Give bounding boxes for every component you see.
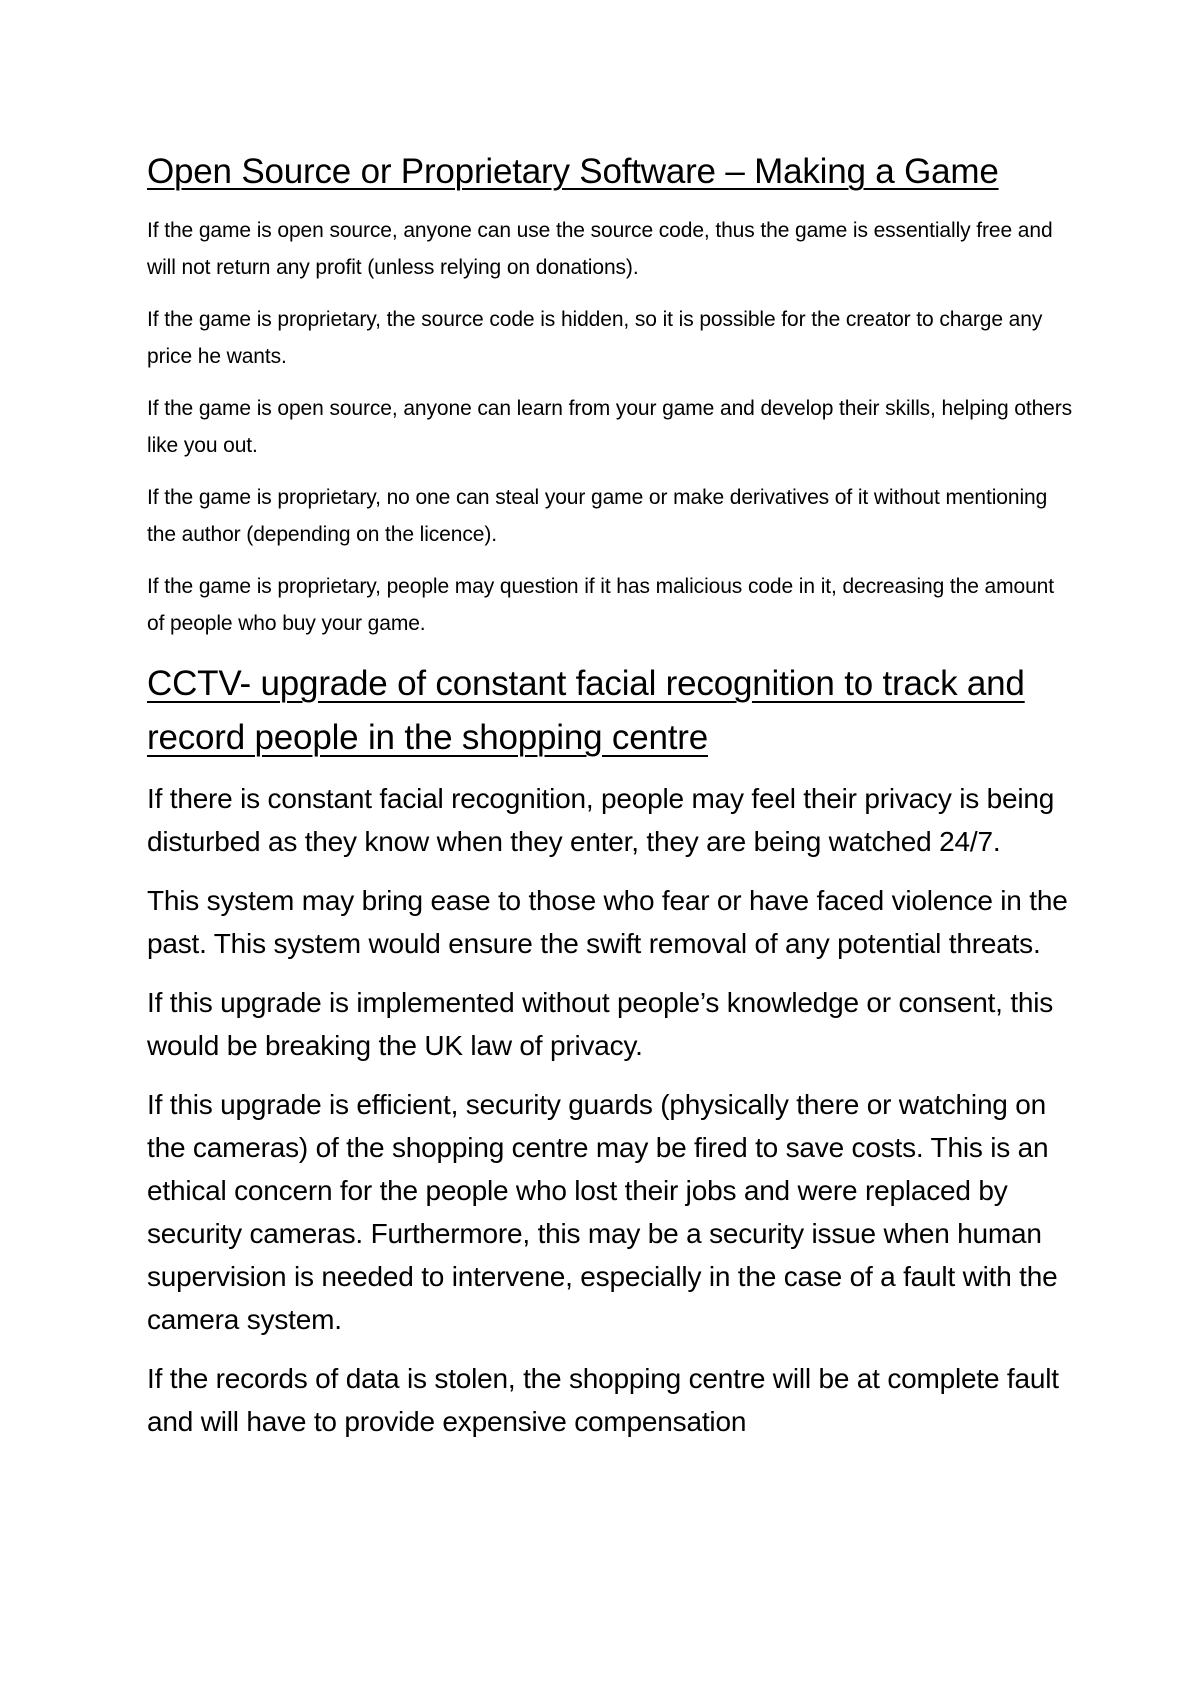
section-heading-cctv: CCTV- upgrade of constant facial recognition to track and record people in the shopping centre bbox=[147, 664, 1025, 757]
paragraph: If there is constant facial recognition, people may feel their privacy is being disturbed as they know when they enter, they are being watched 24/7. bbox=[147, 783, 1055, 857]
paragraph: If the game is proprietary, people may question if it has malicious code in it, decreasing the amount of people who buy your game. bbox=[147, 575, 1055, 635]
paragraph: If the game is proprietary, the source code is hidden, so it is possible for the creator to charge any price he wants. bbox=[147, 308, 1043, 368]
section-heading-open-source: Open Source or Proprietary Software – Making a Game bbox=[147, 152, 999, 191]
paragraph: If the game is open source, anyone can use the source code, thus the game is essentially free and will not return any profit (unless relying on donations). bbox=[147, 219, 1053, 279]
paragraph: If this upgrade is efficient, security guards (physically there or watching on the cameras) of the shopping centre may be fired to save costs. This is an ethical concern for the people who lost their jobs and were replaced by security cameras. Furthermore, this may be a security issue when human supervision is needed to intervene, especially in the case of a fault with the camera system. bbox=[147, 1089, 1058, 1335]
document-body bbox=[147, 148, 1077, 1459]
paragraph: If the records of data is stolen, the shopping centre will be at complete fault and will have to provide expensive compensation bbox=[147, 1363, 1059, 1437]
paragraph: If the game is proprietary, no one can steal your game or make derivatives of it without mentioning the author (depending on the licence). bbox=[147, 486, 1048, 546]
paragraph: This system may bring ease to those who fear or have faced violence in the past. This system would ensure the swift removal of any potential threats. bbox=[147, 885, 1068, 959]
paragraph: If the game is open source, anyone can learn from your game and develop their skills, helping others like you out. bbox=[147, 397, 1073, 457]
paragraph: If this upgrade is implemented without people’s knowledge or consent, this would be breaking the UK law of privacy. bbox=[147, 987, 1054, 1061]
